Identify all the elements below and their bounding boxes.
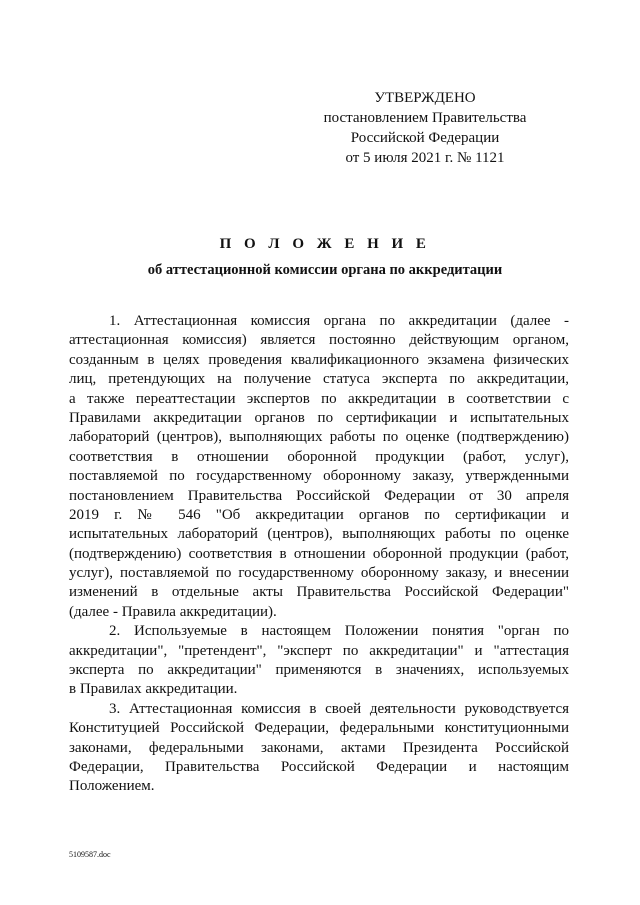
- paragraph-line: 2019 г. № 546 "Об аккредитации органов по сертификации и: [69, 506, 569, 523]
- paragraph-line: Федерации, Правительства Российской Федерации и настоящим: [69, 758, 569, 775]
- document-subtitle: об аттестационной комиссии органа по аккредитации: [147, 262, 503, 278]
- paragraph-line: Положением.: [69, 778, 155, 795]
- approval-stamp: [320, 88, 530, 168]
- approval-title: УТВЕРЖДЕНО: [374, 90, 476, 106]
- paragraph-line: лиц, претендующих на получение статуса эксперта по аккредитации,: [69, 371, 569, 388]
- paragraph: [69, 622, 569, 700]
- paragraph-line: Правилами аккредитации органов по сертификации и испытательных: [69, 409, 569, 426]
- paragraph-line: услуг), поставляемой по государственному оборонному заказу, и внесении: [69, 565, 569, 582]
- document-title: П О Л О Ж Е Н И Е: [219, 236, 431, 252]
- paragraph-line: изменений в отдельные акты Правительства Российской Федерации": [69, 584, 569, 601]
- paragraph-line: законами, федеральными законами, актами Президента Российской: [69, 739, 569, 756]
- paragraph-line: поставляемой по государственному оборонному заказу, утвержденными: [69, 468, 569, 485]
- paragraph: [69, 700, 569, 797]
- paragraph-line: 3. Аттестационная комиссия в своей деятельности руководствуется: [109, 700, 569, 717]
- paragraph-line: в Правилах аккредитации.: [69, 681, 238, 698]
- paragraph-line: Конституцией Российской Федерации, федеральными конституционными: [69, 720, 569, 737]
- paragraph-line: аттестационная комиссия) является постоянно действующим органом,: [69, 332, 569, 349]
- approval-line-2: Российской Федерации: [350, 130, 500, 146]
- paragraph-line: 1. Аттестационная комиссия органа по аккредитации (далее -: [109, 313, 569, 329]
- paragraph-line: эксперта по аккредитации" применяются в значениях, используемых: [69, 662, 569, 679]
- paragraph: [69, 312, 569, 622]
- paragraph-line: постановлением Правительства Российской Федерации от 30 апреля: [69, 487, 569, 504]
- paragraph-line: созданным в целях проведения квалификационного экзамена физических: [69, 351, 569, 368]
- paragraph-line: лабораторий (центров), выполняющих работы по оценке (подтверждению): [69, 429, 569, 446]
- document-body: [69, 312, 569, 797]
- paragraph-line: (подтверждению) соответствия в отношении оборонной продукции (работ,: [69, 545, 569, 562]
- paragraph-line: (далее - Правила аккредитации).: [69, 603, 277, 620]
- approval-line-3: от 5 июля 2021 г. № 1121: [345, 150, 505, 166]
- paragraph-line: а также переаттестации экспертов по аккредитации в соответствии с: [69, 390, 569, 407]
- file-code: 5109587.doc: [69, 850, 111, 859]
- paragraph-line: аккредитации", "претендент", "эксперт по аккредитации" и "аттестация: [69, 642, 569, 659]
- paragraph-line: испытательных лабораторий (центров), выполняющих работы по оценке: [69, 526, 569, 543]
- paragraph-line: 2. Используемые в настоящем Положении понятия "орган по: [109, 623, 569, 640]
- approval-line-1: постановлением Правительства: [323, 110, 527, 126]
- paragraph-line: соответствия в отношении оборонной продукции (работ, услуг),: [69, 448, 569, 465]
